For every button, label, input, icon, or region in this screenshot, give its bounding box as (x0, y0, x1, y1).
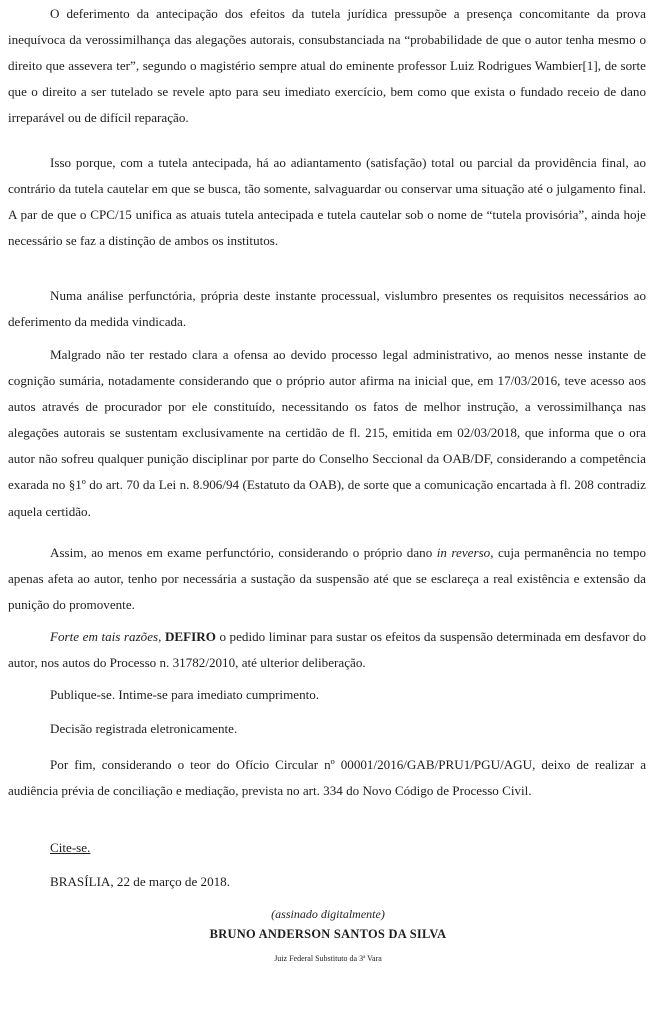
signature-note: (assinado digitalmente) (271, 907, 385, 921)
paragraph-assim-italic: in reverso (436, 545, 491, 560)
paragraph-dispositivo-bold: DEFIRO (164, 629, 216, 644)
paragraph-tutela-requisitos: O deferimento da antecipação dos efeitos da tutela jurídica pressupõe a presença concomitante da prova inequívoca da verossimilhança das alegações autorais, consubstanciada na “probabilidade de que o autor tenha mesmo o direito que assevera ter”, segundo o magistério sempre atual do eminente professor Luiz Rodrigues Wambier[1], de sorte que o direito a ser tutelado se revele apto para seu imediato exercício, bem como que exista o fundado receio de dano irreparável ou de difícil reparação. (8, 6, 646, 126)
paragraph-assim (8, 540, 646, 618)
paragraph-dispositivo-comma: , (158, 629, 165, 644)
signature-role: Juiz Federal Substituto da 3ª Vara (274, 954, 382, 963)
paragraph-oficio-circular: Por fim, considerando o teor do Ofício Circular nº 00001/2016/GAB/PRU1/PGU/AGU, deixo de realizar a audiência prévia de conciliação e mediação, prevista no art. 334 do Novo Código de Processo Civil. (8, 757, 646, 799)
paragraph-publique-se: Publique-se. Intime-se para imediato cumprimento. (50, 687, 320, 702)
paragraph-assim-text-1: Assim, ao menos em exame perfunctório, considerando o próprio dano (50, 545, 437, 560)
paragraph-analise-perfunctoria: Numa análise perfunctória, própria deste instante processual, vislumbro presentes os requisitos necessários ao deferimento da medida vindicada. (8, 288, 646, 330)
paragraph-cite-se: Cite-se. (50, 840, 91, 855)
paragraph-tutela-antecipada: Isso porque, com a tutela antecipada, há ao adiantamento (satisfação) total ou parcial da providência final, ao contrário da tutela cautelar em que se busca, tão somente, salvaguardar ou conservar uma situação até o julgamento final. A par de que o CPC/15 unifica as atuais tutela antecipada e tutela cautelar sob o nome de “tutela provisória”, ainda hoje necessário se faz a distinção de ambos os institutos. (8, 155, 646, 249)
paragraph-malgrado (8, 342, 646, 525)
paragraph-assim-text-2: , cuja permanência no tempo apenas afeta ao autor, tenho por necessária a sustação da suspensão até que se esclareça a real existência e extensão da punição do promovente. (8, 545, 646, 613)
paragraph-dispositivo-italic: Forte em tais razões (50, 629, 159, 644)
paragraph-decisao-registrada: Decisão registrada eletronicamente. (50, 721, 238, 736)
paragraph-malgrado-text: Malgrado não ter restado clara a ofensa ao devido processo legal administrativo, ao menos nesse instante de cognição sumária, notadamente considerando que o próprio autor afirma na inicial que, em 17/03/2016, teve acesso aos autos através de procurador por ele constituído, necessitando os fatos de melhor instrução, a verossimilhança nas alegações autorais se sustentam exclusivamente na certidão de fl. 215, emitida em 02/03/2018, que informa que o ora autor não sofreu qualquer punição disciplinar por parte do Conselho Seccional da OAB/DF, considerando a competência exarada no §1º do art. 70 da Lei n. 8.906/94 (Estatuto da OAB), de sorte que a comunicação encartada à fl. 208 contradiz aquela certidão. (8, 347, 646, 519)
paragraph-local-data: BRASÍLIA, 22 de março de 2018. (50, 874, 231, 889)
signature-name: BRUNO ANDERSON SANTOS DA SILVA (209, 927, 447, 941)
paragraph-dispositivo (8, 624, 646, 676)
paragraph-dispositivo-text: o pedido liminar para sustar os efeitos da suspensão determinada em desfavor do autor, nos autos do Processo n. 31782/2010, até ulterior deliberação. (8, 629, 646, 671)
